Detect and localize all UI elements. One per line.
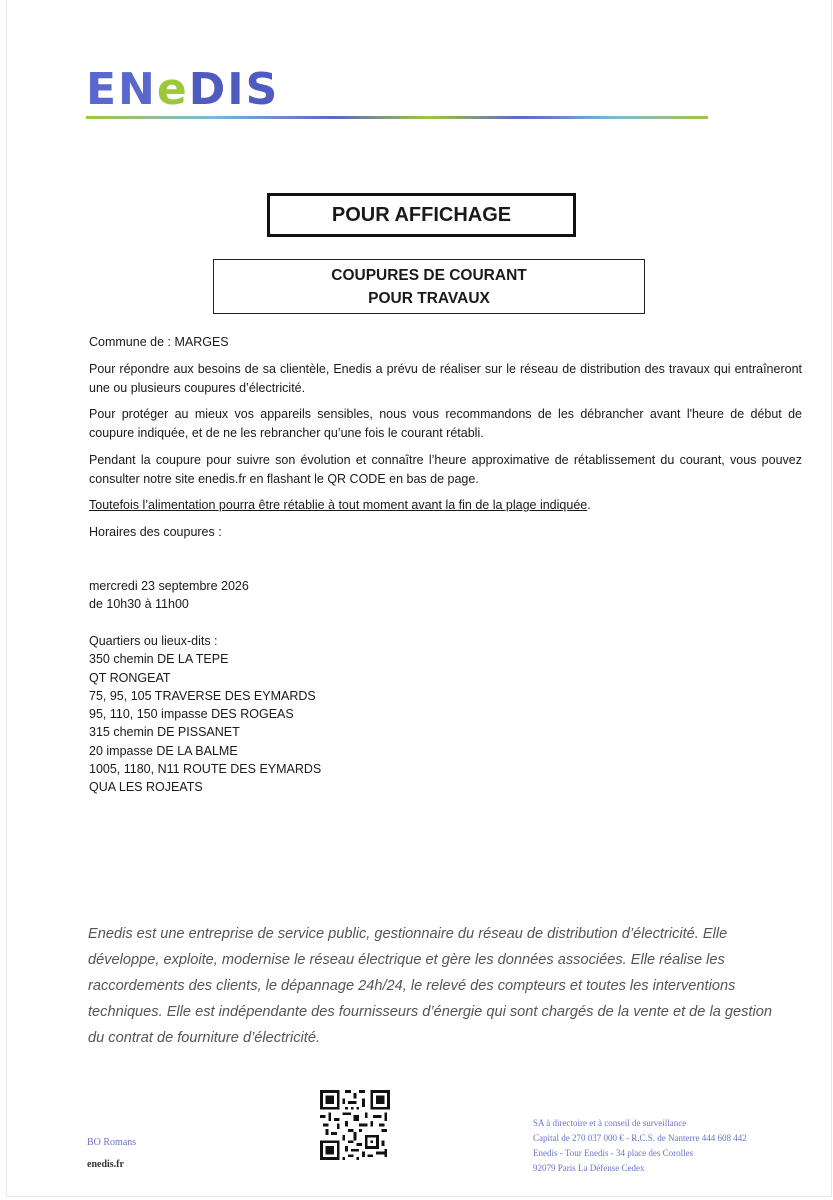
- location-item: 75, 95, 105 TRAVERSE DES EYMARDS: [89, 688, 316, 703]
- location-item: 95, 110, 150 impasse DES ROGEAS: [89, 707, 294, 722]
- legal-line: 92079 Paris La Défense Cedex: [533, 1163, 645, 1173]
- schedule-block: [89, 577, 249, 614]
- legal-line: Enedis - Tour Enedis - 34 place des Corolles: [533, 1148, 694, 1158]
- outage-date: mercredi 23 septembre 2026: [89, 579, 249, 593]
- coupures-line-1: COUPURES DE COURANT: [331, 266, 527, 284]
- enedis-logo: ENeDIS: [86, 64, 280, 115]
- intro-paragraph: Pour répondre aux besoins de sa clientèle, Enedis a prévu de réaliser sur le réseau de distribution des travaux qui entraîneront une ou plusieurs coupures d’électricité.: [89, 362, 802, 395]
- notice-line: Toutefois l’alimentation pourra être rétablie à tout moment avant la fin de la plage indiquée.: [89, 498, 591, 512]
- commune-label: Commune de : MARGES: [89, 335, 229, 349]
- coupures-line-2: POUR TRAVAUX: [368, 289, 490, 307]
- site-link[interactable]: enedis.fr: [87, 1159, 124, 1170]
- location-item: QT RONGEAT: [89, 670, 171, 685]
- coupures-heading-box: [213, 259, 645, 314]
- company-description: Enedis est une entreprise de service public, gestionnaire du réseau de distribution d’électricité. Elle développe, exploite, modernise le réseau électrique et gère les données associées. Elle réalise les raccordements des clients, le dépannage 24h/24, le relevé des compteurs et toutes les interventions techniques. Elle est indépendante des fournisseurs d’énergie qui sont chargés de la vente et de la gestion du contrat de fourniture d’électricité.: [88, 926, 772, 1046]
- locations-block: [89, 632, 321, 797]
- pour-affichage-heading: [267, 193, 576, 237]
- pour-affichage-text: POUR AFFICHAGE: [331, 203, 512, 226]
- locations-label: Quartiers ou lieux-dits :: [89, 634, 218, 648]
- location-item: 350 chemin DE LA TEPE: [89, 652, 229, 667]
- advice-paragraph: Pour protéger au mieux vos appareils sensibles, nous vous recommandons de les débrancher avant l'heure de début de coupure indiquée, et de ne les rebrancher qu’une fois le courant rétabli.: [89, 407, 802, 440]
- outage-time: de 10h30 à 11h00: [89, 597, 189, 612]
- horaires-label: Horaires des coupures :: [89, 525, 222, 539]
- location-item: QUA LES ROJEATS: [89, 780, 203, 795]
- legal-line: Capital de 270 037 000 € - R.C.S. de Nanterre 444 608 442: [533, 1133, 747, 1143]
- location-item: 1005, 1180, N11 ROUTE DES EYMARDS: [89, 762, 322, 777]
- legal-line: SA à directoire et à conseil de surveillance: [533, 1118, 687, 1128]
- qr-info-paragraph: Pendant la coupure pour suivre son évolution et connaître l’heure approximative de rétablissement du courant, vous pouvez consulter notre site enedis.fr en flashant le QR CODE en bas de page.: [89, 453, 802, 486]
- location-item: 20 impasse DE LA BALME: [89, 743, 238, 758]
- location-item: 315 chemin DE PISSANET: [89, 725, 240, 740]
- restoration-notice: Toutefois l’alimentation pourra être rétablie à tout moment avant la fin de la plage indiquée: [89, 498, 588, 512]
- legal-info: [533, 1116, 747, 1176]
- logo-divider: [86, 116, 708, 119]
- bo-label: BO Romans: [87, 1137, 137, 1148]
- qr-code-icon[interactable]: [320, 1090, 390, 1160]
